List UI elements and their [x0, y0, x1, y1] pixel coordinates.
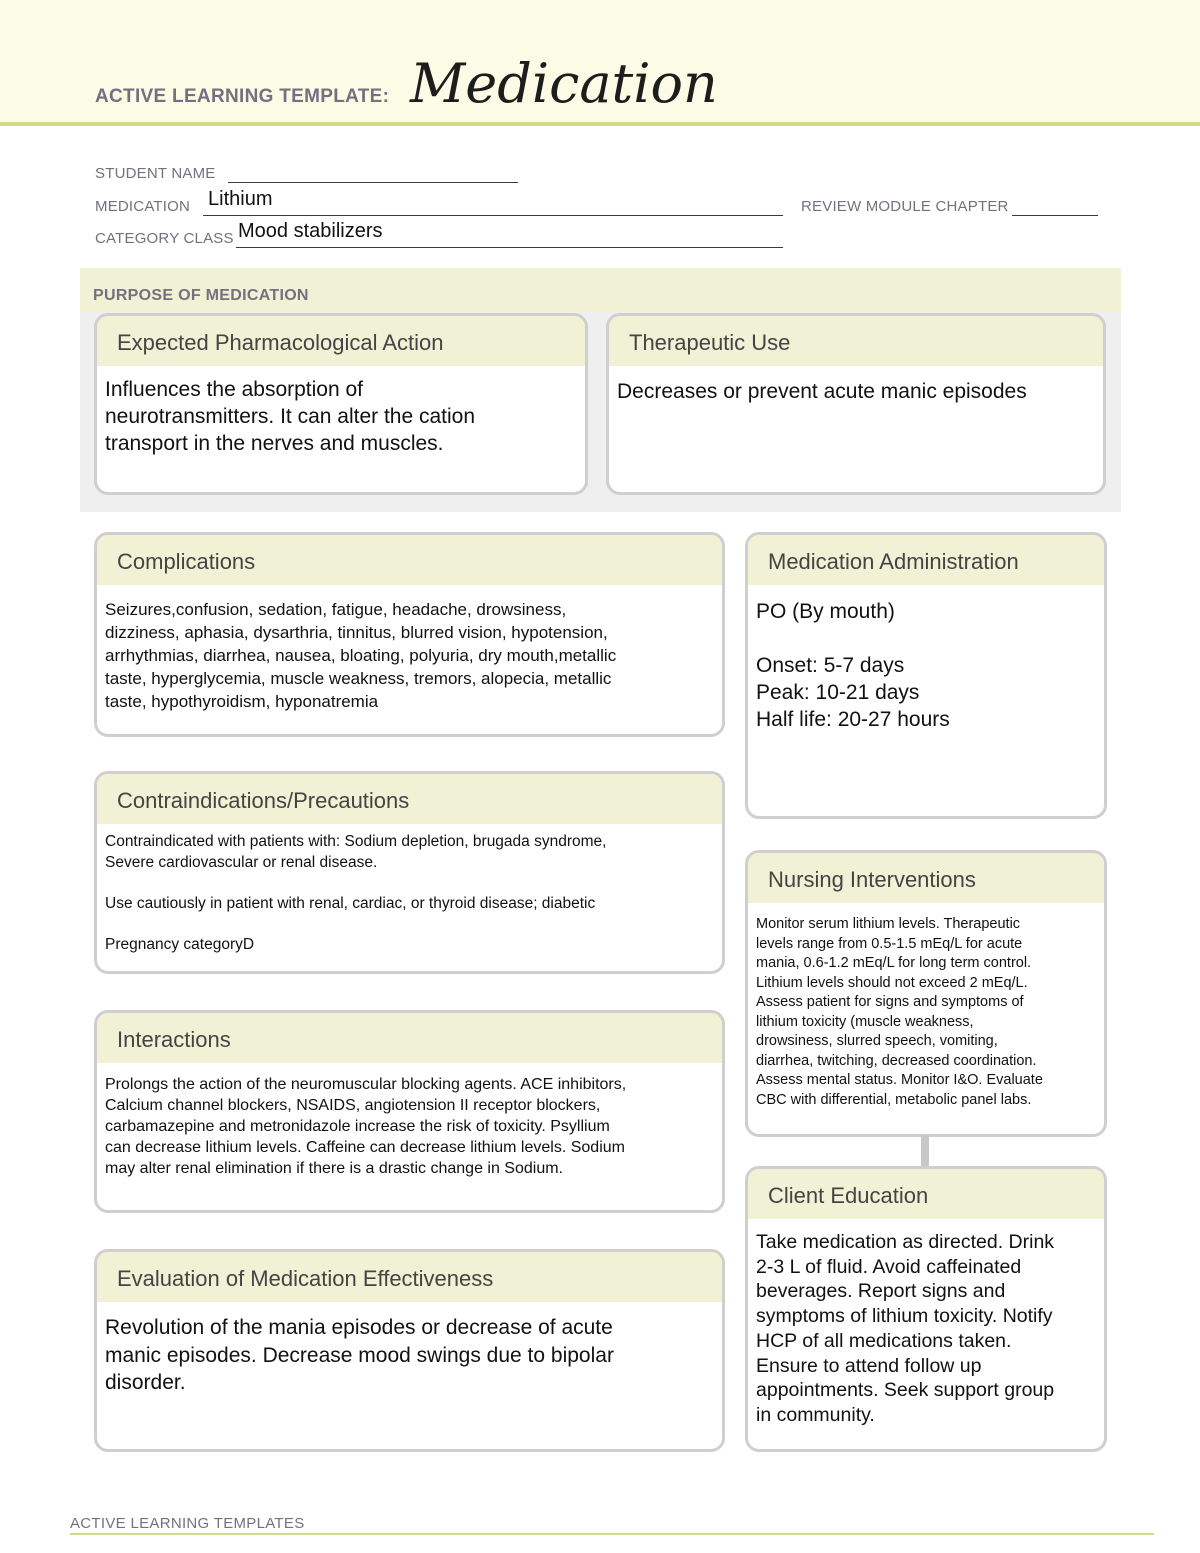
nursing-interventions-text: Monitor serum lithium levels. Therapeutic levels range from 0.5-1.5 mEq/L for acute mania, 0.6-1.2 mEq/L for long term control. Lithium levels should not exceed 2 mEq/L. Assess patient for signs and symptoms of lithium toxicity (muscle weakness, drowsiness, slurred speech, vomiting, diarrhea, twitching, decreased coordination. Assess mental status. Monitor I&O. Evaluate CBC with differential, metabolic panel labs.	[756, 916, 1043, 1108]
evaluation-text: Revolution of the mania episodes or decrease of acute manic episodes. Decrease mood swings due to bipolar disorder.	[105, 1316, 614, 1394]
page-title: Medication	[410, 52, 718, 115]
footer-label: ACTIVE LEARNING TEMPLATES	[70, 1515, 305, 1532]
interactions-text: Prolongs the action of the neuromuscular blocking agents. ACE inhibitors, Calcium channel blockers, NSAIDS, angiotension II receptor blockers, carbamazepine and metronidazole increase the risk of toxicity. Psyllium can decrease lithium levels. Caffeine can decrease lithium levels. Sodium may alter renal elimination if there is a drastic change in Sodium.	[105, 1076, 627, 1177]
contraindications-card	[94, 771, 725, 974]
administration-text: PO (By mouth) Onset: 5-7 days Peak: 10-21 days Half life: 20-27 hours	[756, 600, 950, 731]
complications-card	[94, 532, 725, 737]
therapeutic-use-title: Therapeutic Use	[629, 330, 791, 355]
card-header	[97, 316, 585, 366]
template-label: ACTIVE LEARNING TEMPLATE:	[95, 86, 390, 107]
category-class-label: CATEGORY CLASS	[95, 230, 234, 247]
medication-value: Lithium	[208, 188, 273, 210]
client-education-card	[745, 1166, 1107, 1452]
complications-text: Seizures,confusion, sedation, fatigue, headache, drowsiness, dizziness, aphasia, dysarthria, tinnitus, blurred vision, hypotension, arrhythmias, diarrhea, nausea, bloating, polyuria, dry mouth,metallic taste, hyperglycemia, muscle weakness, tremors, alopecia, metallic taste, hypothyroidism, hyponatremia	[105, 600, 617, 711]
purpose-title: PURPOSE OF MEDICATION	[93, 287, 309, 304]
card-header	[609, 316, 1103, 366]
expected-action-card	[94, 313, 588, 495]
interactions-card	[94, 1010, 725, 1213]
card-header	[97, 774, 722, 824]
card-connector	[921, 1135, 929, 1167]
card-header	[748, 1169, 1104, 1219]
interactions-title: Interactions	[117, 1027, 231, 1052]
medication-field[interactable]	[203, 199, 783, 216]
nursing-interventions-title: Nursing Interventions	[768, 867, 976, 892]
card-header	[97, 1013, 722, 1063]
contraindications-title: Contraindications/Precautions	[117, 788, 410, 813]
card-header	[748, 535, 1104, 585]
expected-action-title: Expected Pharmacological Action	[117, 330, 444, 355]
complications-title: Complications	[117, 549, 256, 574]
therapeutic-use-text: Decreases or prevent acute manic episodes	[617, 380, 1027, 403]
client-education-title: Client Education	[768, 1183, 929, 1208]
administration-title: Medication Administration	[768, 549, 1019, 574]
therapeutic-use-card	[606, 313, 1106, 495]
card-header	[97, 1252, 722, 1302]
student-name-field[interactable]	[228, 166, 518, 183]
administration-card	[745, 532, 1107, 819]
evaluation-title: Evaluation of Medication Effectiveness	[117, 1266, 494, 1291]
footer-divider	[70, 1533, 1154, 1535]
evaluation-card	[94, 1249, 725, 1452]
review-module-field[interactable]	[1012, 199, 1098, 216]
expected-action-text: Influences the absorption of neurotransmitters. It can alter the cation transport in the nerves and muscles.	[105, 378, 476, 455]
contraindications-text: Contraindicated with patients with: Sodium depletion, brugada syndrome, Severe cardiovascular or renal disease. Use cautiously in patient with renal, cardiac, or thyroid disease; diabetic Pregnancy categoryD	[105, 833, 607, 953]
category-class-value: Mood stabilizers	[238, 220, 383, 242]
card-header	[97, 535, 722, 585]
student-name-label: STUDENT NAME	[95, 165, 216, 182]
client-education-text: Take medication as directed. Drink 2-3 L of fluid. Avoid caffeinated beverages. Report signs and symptoms of lithium toxicity. Notify HCP of all medications taken. Ensure to attend follow up appointments. Seek support group in community.	[756, 1231, 1055, 1426]
medication-label: MEDICATION	[95, 198, 191, 215]
review-module-label: REVIEW MODULE CHAPTER	[801, 198, 1009, 215]
card-header	[748, 853, 1104, 903]
header-divider	[0, 122, 1200, 126]
nursing-interventions-card	[745, 850, 1107, 1137]
